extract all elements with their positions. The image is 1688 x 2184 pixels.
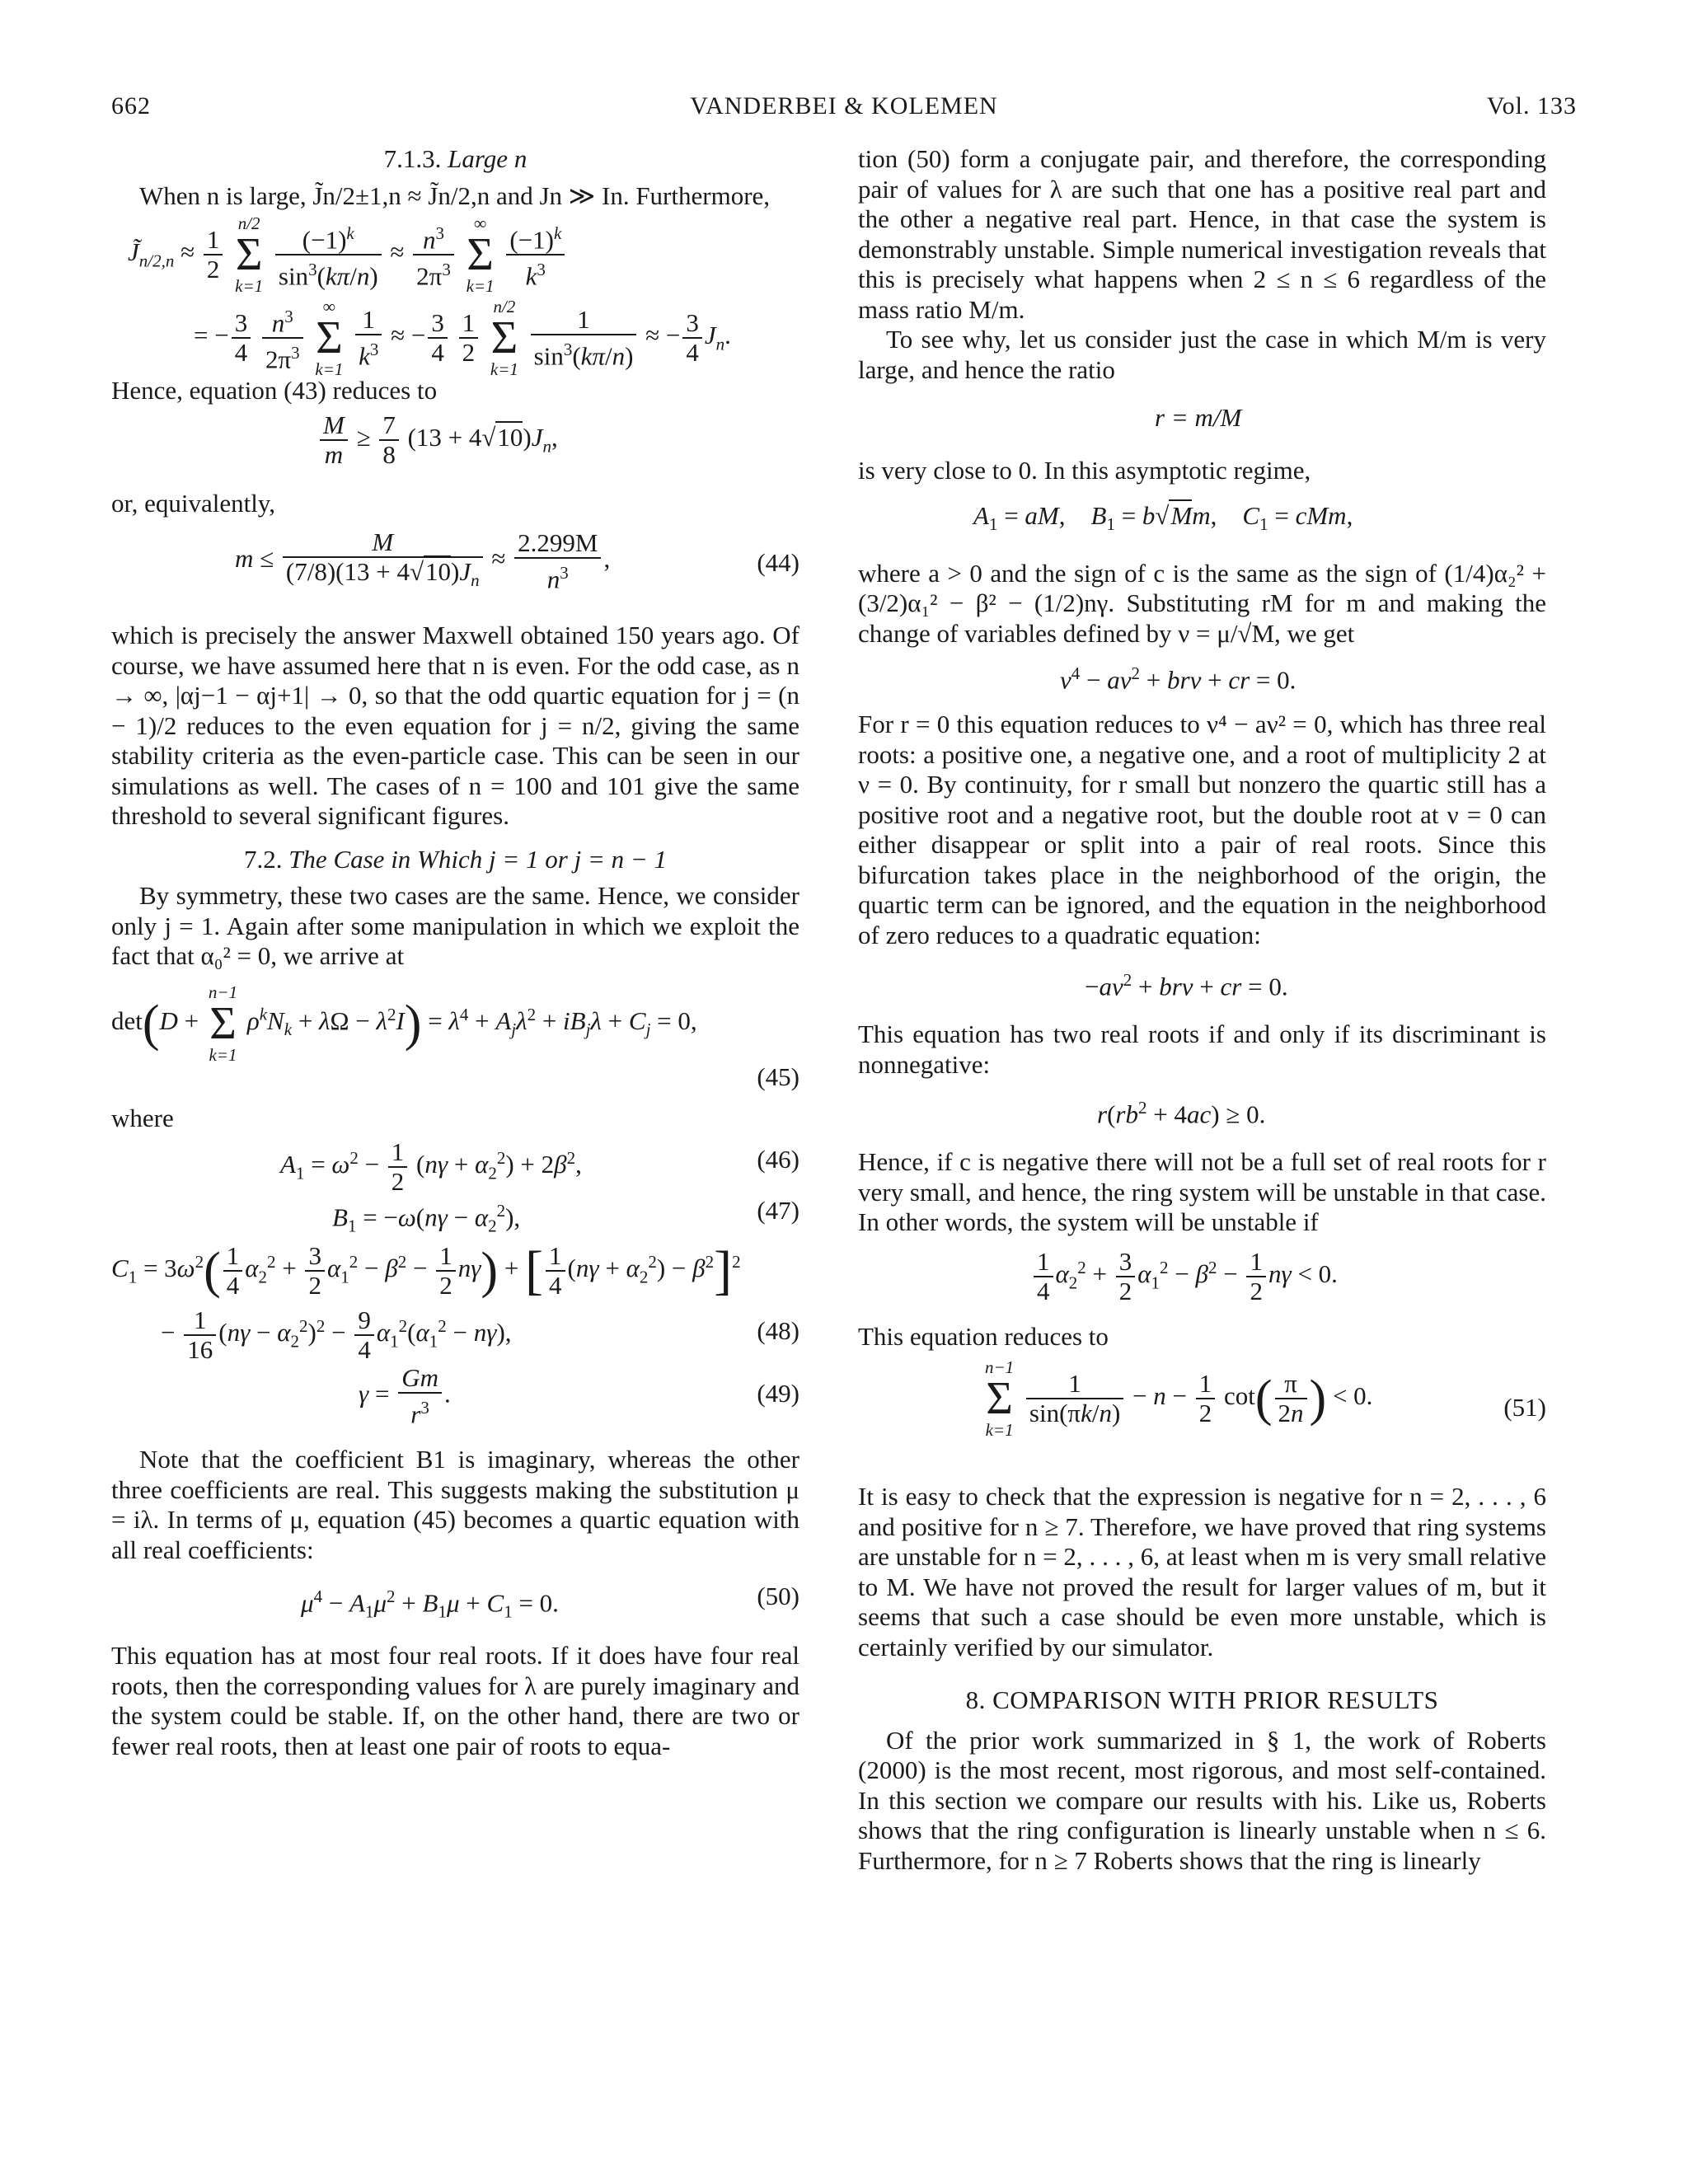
equation-quartic-nu: $\nu^4 - a\nu^2 + br\nu$ + cr = 0.	[1060, 663, 1296, 695]
left-column	[111, 144, 799, 1761]
volume-label: Vol. 133	[1486, 92, 1577, 120]
paragraph-continuation: tion (50) form a conjugate pair, and therefore, the corresponding pair of values for λ are such that one has a positive real part and the other a negative real part. Hence, in that case the system is demonstrably unstable. Simple numerical investigation reveals that this is precisely what happens when 2 ≤ n ≤ 6 regardless of the mass ratio M/m.	[858, 144, 1546, 324]
equation-50: $\mu^4 - A_1\mu^2 + B_1\mu + C_1 = 0$. (50)	[301, 1582, 799, 1622]
paragraph-where: where	[111, 1103, 174, 1132]
eq45-number: (45)	[757, 1062, 799, 1091]
eq51-number: (51)	[1503, 1393, 1546, 1422]
page-number: 662	[111, 92, 151, 120]
equation-47: $B_1 = -\omega(n\gamma - \alpha_2^2)$, (47)	[332, 1196, 799, 1236]
eq49-number: (49)	[757, 1379, 799, 1408]
paragraph-symmetry: By symmetry, these two cases are the same. Hence, we consider only j = 1. Again after some manipulation in which we exploit the fact that α₀² = 0, we arrive at	[111, 881, 799, 970]
paragraph-equivalently: or, equivalently,	[111, 488, 276, 518]
eq44-number: (44)	[757, 548, 799, 577]
paragraph-reduces: This equation reduces to	[858, 1321, 1109, 1351]
equation-49: γ = $\frac{Gm}{r^3}$ . (49)	[359, 1363, 799, 1429]
section-heading-8: 8. COMPARISON WITH PRIOR RESULTS	[965, 1685, 1439, 1714]
paragraph-where-a: where a > 0 and the sign of c is the same as the sign of (1/4)α₂² + (3/2)α₁² − β² − (1/2)nγ. Substituting rM for m and making the change of variables defined by ν = μ/√M, we get	[858, 558, 1546, 648]
subsection-heading-7-1-3	[111, 144, 799, 175]
paragraph-large-n: When n is large, J̃n/2±1,n ≈ J̃n/2,n and Jn ≫ In. Furthermore,	[139, 180, 771, 210]
eq50-number: (50)	[757, 1582, 799, 1610]
paragraph-coefficient-note: Note that the coefficient B1 is imaginary, whereas the other three coefficients are real. This suggests making the substitution μ = iλ. In terms of μ, equation (45) becomes a quartic equation with all real coefficients:	[111, 1445, 799, 1564]
running-title: VANDERBEI & KOLEMEN	[690, 92, 998, 120]
subsection-number: 7.2.	[243, 844, 283, 874]
equation-45: det(D + n−1 Σ k=1 $\rho^kN_k + \lambda\Omega - \lambda^2I) = \lambda^4 + A_j\lambda^2 + iB_j\lambda + C_j = 0$, (45)	[111, 982, 799, 1091]
paragraph-four-roots: This equation has at most four real roots. If it does have four real roots, then the corresponding values for λ are purely imaginary and the system could be stable. If, on the other hand, there are two or fewer real roots, then at least one pair of roots to equa-	[111, 1641, 799, 1760]
equation-asymptotic: $A_1$ = aM, $B_1 = b√Mm$, $C_1$ = cMm,	[973, 500, 1353, 534]
equation-discriminant: $r(rb^2 + 4ac) \ge 0$.	[1097, 1098, 1266, 1129]
eq48-number: (48)	[757, 1316, 799, 1345]
equation-ratio	[858, 385, 1546, 449]
equation-44: m ≤ $\frac{M}{(7/8)(13 + 4√10)J_n}$ ≈ $\frac{2.299M}{n^3}$ , (44)	[235, 527, 799, 594]
equation-51: n−1 Σ k=1 $\frac{1}{\sin(\pi k/n)}$ − n − $\frac{1}{2}$ cot( $\frac{\pi}{2n}$ ) < 0. (51)	[985, 1357, 1546, 1440]
paragraph-close-zero: is very close to 0. In this asymptotic regime,	[858, 456, 1311, 485]
right-column	[858, 144, 1546, 1876]
equation-mass-ratio: $\frac{M}{m}$ ≥ $\frac{7}{8}$ $(13 + 4√10)J_n$,	[111, 406, 799, 485]
subsection-title: The Case in Which j = 1 or j = n − 1	[288, 844, 668, 874]
running-header	[111, 92, 1577, 130]
paragraph-hence-c: Hence, if c is negative there will not be a full set of real roots for r very small, and hence, the ring system will be unstable in that case. In other words, the system will be unstable if	[858, 1147, 1546, 1236]
paragraph-easy-check: It is easy to check that the expression is negative for n = 2, . . . , 6 and positive for n ≥ 7. Therefore, we have proved that ring systems are unstable for n = 2, . . . , 6, at least when m is very small relative to M. We have not proved the result for larger values of m, but it seems that such a case should be even more unstable, which is certainly verified by our simulator.	[858, 1482, 1546, 1661]
paragraph-see-why: To see why, let us consider just the case in which M/m is very large, and hence the ratio	[858, 325, 1546, 384]
equation-48: $C_1 = 3\omega^2$( $\frac{1}{4}$ $\alpha_2^2$ + $\frac{3}{2}$ $\alpha_1^2 - \beta^2$ − $\frac{1}{2}$ nγ) + [ $\frac{1}{4}$ $(n\gamma + \alpha_2^2) - \beta^2]^2$ − $\frac{1}{16}$ $(n\gamma - \alpha_2^2)^2$ − $\frac{9}{4}$ $\alpha_1^2(\alpha_1^2 - n\gamma)$, (48)	[111, 1240, 799, 1364]
paragraph-maxwell: which is precisely the answer Maxwell obtained 150 years ago. Of course, we have assumed here that n is even. For the odd case, as n → ∞, |αj−1 − αj+1| → 0, so that the odd quartic equation for j = (n − 1)/2 reduces to the even equation for j = n/2, giving the same stability criteria as the even-particle case. This can be seen in our simulations as well. The cases of n = 100 and 101 give the same threshold to several significant figures.	[111, 621, 799, 830]
equation-quadratic: $-a\nu^2 + br\nu$ + cr = 0.	[1085, 970, 1288, 1001]
subsection-heading-7-2	[111, 845, 799, 875]
equation-instability: $\frac{1}{4}$ $\alpha_2^2$ + $\frac{3}{2}$ $\alpha_1^2 - \beta^2$ − $\frac{1}{2}$ nγ < 0.	[858, 1238, 1546, 1317]
equation-jtilde-sum: $J̃_{n/2,n}$ ≈ $\frac{1}{2}$ n/2 Σ k=1 $\frac{(-1)^k}{\sin^3(k\pi/n)}$ ≈ $\frac{n^3}{2\pi^3}$ ∞ Σ k=1 $\frac{(-1)^k}{k^3}$ = − $\frac{3}{4}$ $\frac{n^3}{2\pi^3}$ ∞ Σ k=1 $\frac{1}{k^3}$ ≈ − $\frac{3}{4}$ $\frac{1}{2}$ n/2 Σ k=1 $\frac{1}{\sin^3(k\pi/n)}$ ≈ − $\frac{3}{4}$ $J_n$.	[128, 213, 731, 379]
paragraph-for-r0: For r = 0 this equation reduces to ν⁴ − aν² = 0, which has three real roots: a positive one, a negative one, and a root of multiplicity 2 at ν = 0. By continuity, for r small but nonzero the quartic still has a positive root and a negative root, but the double root at ν = 0 can either disappear or split into a pair of real roots. Since this bifurcation takes place in the neighborhood of the origin, the quartic term can be ignored, and the equation in the neighborhood of zero reduces to a quadratic equation:	[858, 710, 1546, 949]
subsection-number: 7.1.3.	[383, 144, 442, 173]
paragraph-hence: Hence, equation (43) reduces to	[111, 376, 438, 405]
eq47-number: (47)	[757, 1196, 799, 1225]
equation-46: $A_1 = \omega^2$ − $\frac{1}{2}$ $(n\gamma + \alpha_2^2) + 2\beta^2$, (46)	[280, 1137, 799, 1196]
eq44-numerator: 2.299M	[514, 529, 601, 559]
eq46-number: (46)	[757, 1145, 799, 1174]
ratio-equation-text: r = m/M	[1155, 403, 1242, 432]
paragraph-prior-results: Of the prior work summarized in § 1, the work of Roberts (2000) is the most recent, most rigorous, and most self-contained. In this section we compare our results with his. Like us, Roberts shows that the ring configuration is linearly unstable when n ≤ 6. Furthermore, for n ≥ 7 Roberts shows that the ring is linearly	[858, 1725, 1546, 1875]
subsection-title: Large n	[448, 144, 528, 173]
paragraph-discriminant: This equation has two real roots if and only if its discriminant is nonnegative:	[858, 1019, 1546, 1079]
